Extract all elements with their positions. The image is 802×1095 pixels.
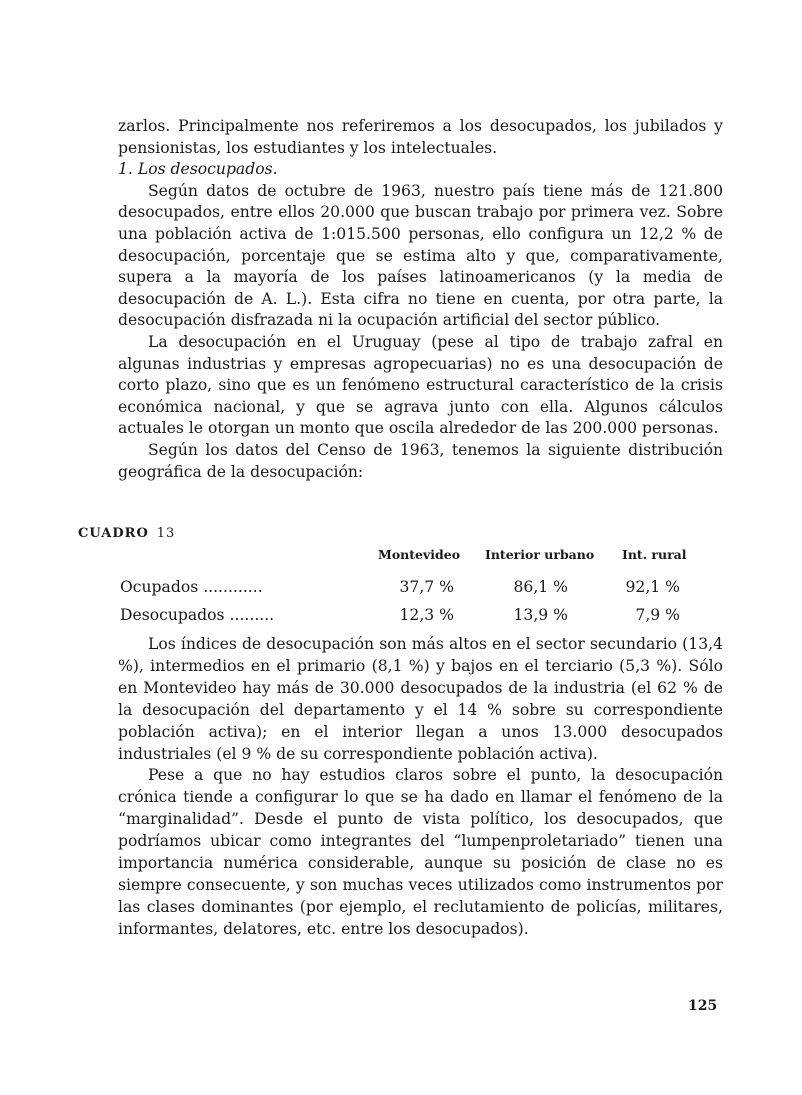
body-text-bottom [118,634,723,941]
paragraph: zarlos. Principalmente nos referiremos a los desocupados, los jubilados y pensionistas, los estudiantes y los intelectuales. [118,117,723,157]
row-leader: ............ [203,578,263,596]
paragraph: La desocupación en el Uruguay (pese al tipo de trabajo zafral en algunas industrias y empresas agropecuarias) no es una desocupación de corto plazo, sino que es un fenómeno estructural característico de la crisis económica nacional, y que se agrava junto con ella. Algunos cálculos actuales le otorgan un monto que oscila alrededor de las 200.000 personas. [118,332,723,438]
paragraph: Según datos de octubre de 1963, nuestro país tiene más de 121.800 desocupados, entre ellos 20.000 que buscan trabajo por primera vez. Sobre una población activa de 1:015.500 personas, ello configura un 12,2 % de desocupación, porcentaje que se estima alto y que, comparativamente, supera a la mayoría de los países latinoamericanos (y la media de desocupación de A. L.). Esta cifra no tiene en cuenta, por otra parte, la desocupación disfrazada ni la ocupación artificial del sector público. [118,181,723,330]
column-header-int-rural: Int. rural [622,547,687,562]
table-number: 13 [156,526,176,541]
column-header-interior-urbano: Interior urbano [485,547,595,562]
section-number: 1. [118,160,133,179]
table-row-label [120,606,274,624]
table-cell: 13,9 % [513,606,568,624]
section-heading [118,159,723,181]
body-text-top [118,116,723,483]
row-label-text: Ocupados [120,578,199,596]
table-label [78,526,175,541]
table-cell: 92,1 % [625,578,680,596]
table-row-label [120,578,263,596]
table-cell: 12,3 % [399,606,454,624]
table-cell: 7,9 % [635,606,680,624]
table-cell: 37,7 % [399,578,454,596]
paragraph: Según los datos del Censo de 1963, tenemos la siguiente distribución geográfica de la desocupación: [118,440,723,481]
paragraph: Los índices de desocupación son más altos en el sector secundario (13,4 %), intermedios en el primario (8,1 %) y bajos en el terciario (5,3 %). Sólo en Montevideo hay más de 30.000 desocupados de la industria (el 62 % de la desocupación del departamento y el 14 % sobre su correspondiente población activa); en el interior llegan a unos 13.000 desocupados industriales (el 9 % de su correspondiente población activa). [118,635,723,763]
paragraph: Pese a que no hay estudios claros sobre el punto, la desocupación crónica tiende a configurar lo que se ha dado en llamar el fenómeno de la “marginalidad”. Desde el punto de vista político, los desocupados, que podríamos ubicar como integrantes del “lumpenproletariado” tienen una importancia numérica considerable, aunque su posición de clase no es siempre consecuente, y son muchas veces utilizados como instrumentos por las clases dominantes (por ejemplo, el reclutamiento de policías, militares, informantes, delatores, etc. entre los desocupados). [118,766,723,938]
column-header-montevideo: Montevideo [378,547,461,562]
table-label-text: CUADRO [78,526,149,541]
row-label-text: Desocupados [120,606,225,624]
section-title: Los desocupados. [137,160,278,179]
row-leader: ......... [229,606,275,624]
page-number: 125 [688,998,718,1014]
table-cell: 86,1 % [513,578,568,596]
